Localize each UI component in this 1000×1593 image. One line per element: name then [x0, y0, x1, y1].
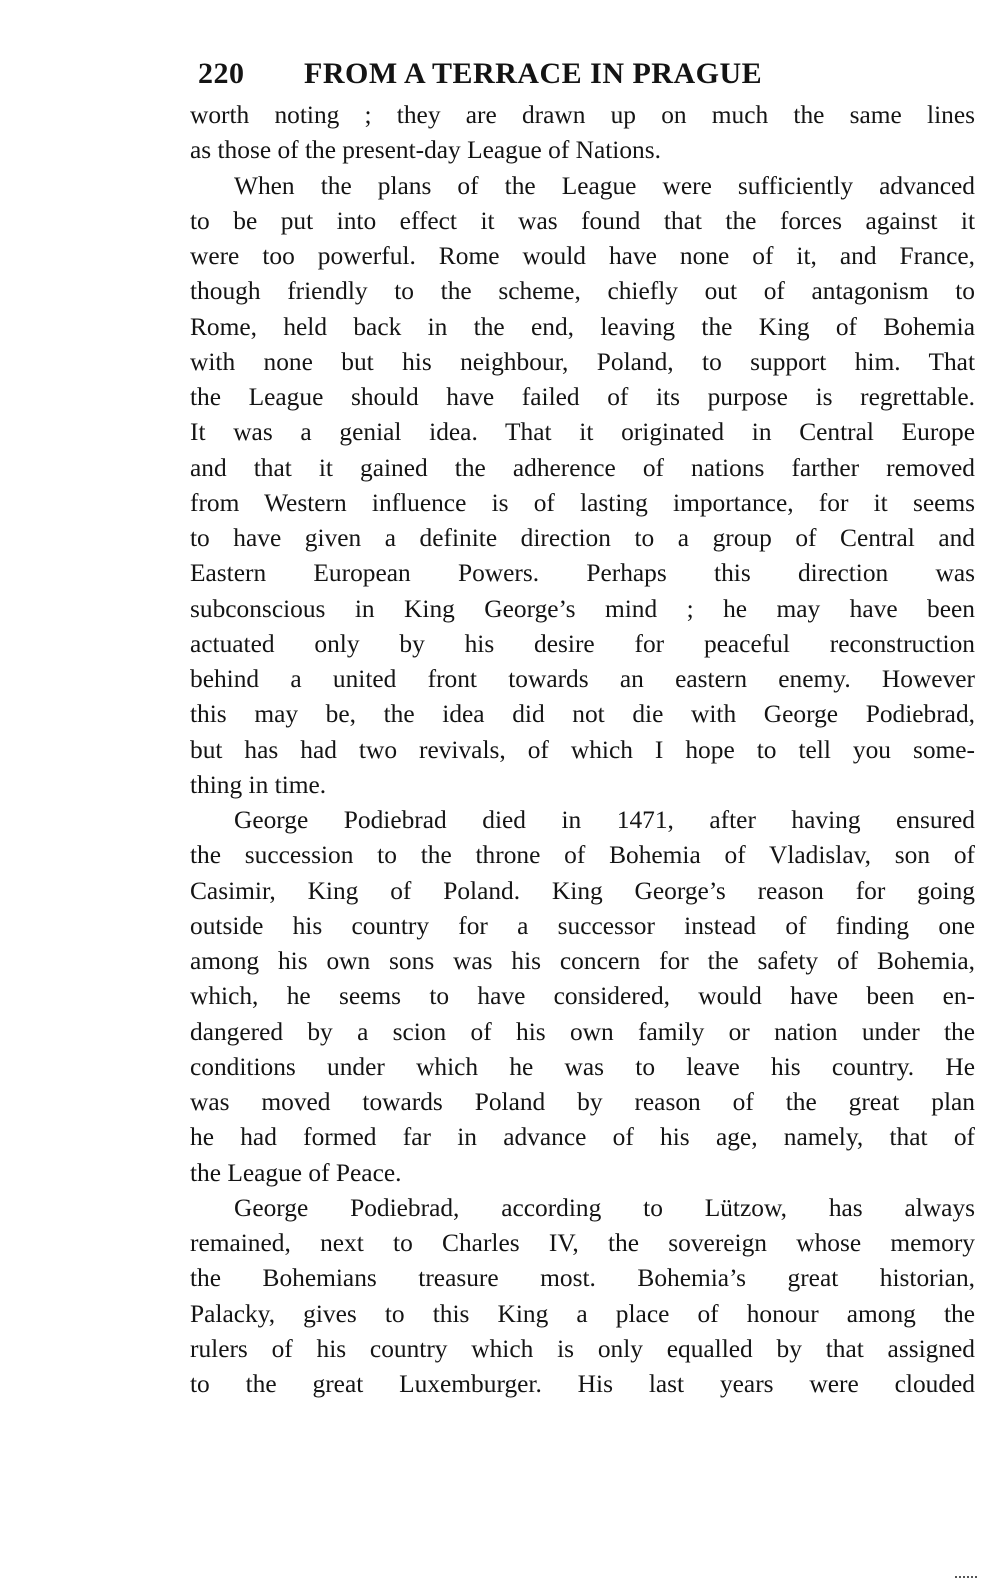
text-line: actuated only by his desire for peaceful reconstruction: [190, 629, 975, 658]
text-line: rulers of his country which is only equalled by that assigned: [190, 1334, 975, 1363]
text-line: this may be, the idea did not die with George Podiebrad,: [190, 700, 975, 729]
book-title: FROM A TERRACE IN PRAGUE: [304, 57, 763, 90]
text-line: the succession to the throne of Bohemia of Vladislav, son of: [190, 841, 975, 870]
text-line: the Bohemians treasure most. Bohemia’s great historian,: [190, 1264, 975, 1293]
text-line: and that it gained the adherence of nations farther removed: [190, 453, 975, 482]
text-line: but has had two revivals, of which I hope to tell you some-: [190, 735, 975, 764]
text-line: Palacky, gives to this King a place of honour among the: [190, 1299, 975, 1328]
text-line: to be put into effect it was found that the forces against it: [190, 206, 975, 235]
scan-mark: [955, 1576, 977, 1580]
paragraph: [190, 1191, 975, 1403]
page-number: 220: [198, 57, 245, 90]
text-line: were too powerful. Rome would have none of it, and France,: [190, 242, 975, 270]
text-line: to have given a definite direction to a group of Central and: [190, 524, 975, 552]
text-line: George Podiebrad, according to Lützow, has always: [234, 1193, 975, 1222]
text-line: Rome, held back in the end, leaving the King of Bohemia: [190, 312, 975, 341]
text-line: behind a united front towards an eastern enemy. However: [190, 665, 975, 693]
text-line: When the plans of the League were sufficiently advanced: [234, 171, 975, 200]
text-line: as those of the present-day League of Nations.: [190, 136, 661, 165]
text-line: the League should have failed of its purpose is regrettable.: [190, 383, 975, 411]
paragraph: [190, 169, 975, 804]
text-line: worth noting ; they are drawn up on much the same lines: [190, 101, 975, 129]
running-head: [198, 56, 975, 92]
text-line: was moved towards Poland by reason of the great plan: [190, 1088, 975, 1116]
text-line: remained, next to Charles IV, the sovereign whose memory: [190, 1229, 975, 1257]
text-line: subconscious in King George’s mind ; he may have been: [190, 594, 975, 623]
paragraph: [190, 803, 975, 1191]
text-line: from Western influence is of lasting importance, for it seems: [190, 488, 975, 517]
text-line: dangered by a scion of his own family or nation under the: [190, 1017, 975, 1046]
body-text: [190, 98, 975, 1402]
text-line: among his own sons was his concern for the safety of Bohemia,: [190, 947, 975, 975]
text-line: to the great Luxemburger. His last years were clouded: [190, 1370, 975, 1398]
text-line: Casimir, King of Poland. King George’s reason for going: [190, 876, 975, 905]
text-line: the League of Peace.: [190, 1158, 402, 1187]
text-line: thing in time.: [190, 770, 327, 799]
text-line: he had formed far in advance of his age, namely, that of: [190, 1123, 975, 1152]
text-line: It was a genial idea. That it originated in Central Europe: [190, 418, 975, 447]
paragraph: [190, 98, 975, 169]
book-page: [190, 56, 975, 1402]
text-line: Eastern European Powers. Perhaps this direction was: [190, 559, 975, 588]
text-line: conditions under which he was to leave his country. He: [190, 1052, 975, 1081]
text-line: which, he seems to have considered, would have been en-: [190, 982, 975, 1011]
text-line: with none but his neighbour, Poland, to support him. That: [190, 347, 975, 376]
text-line: George Podiebrad died in 1471, after having ensured: [234, 806, 975, 834]
text-line: outside his country for a successor instead of finding one: [190, 911, 975, 940]
text-line: though friendly to the scheme, chiefly out of antagonism to: [190, 277, 975, 306]
